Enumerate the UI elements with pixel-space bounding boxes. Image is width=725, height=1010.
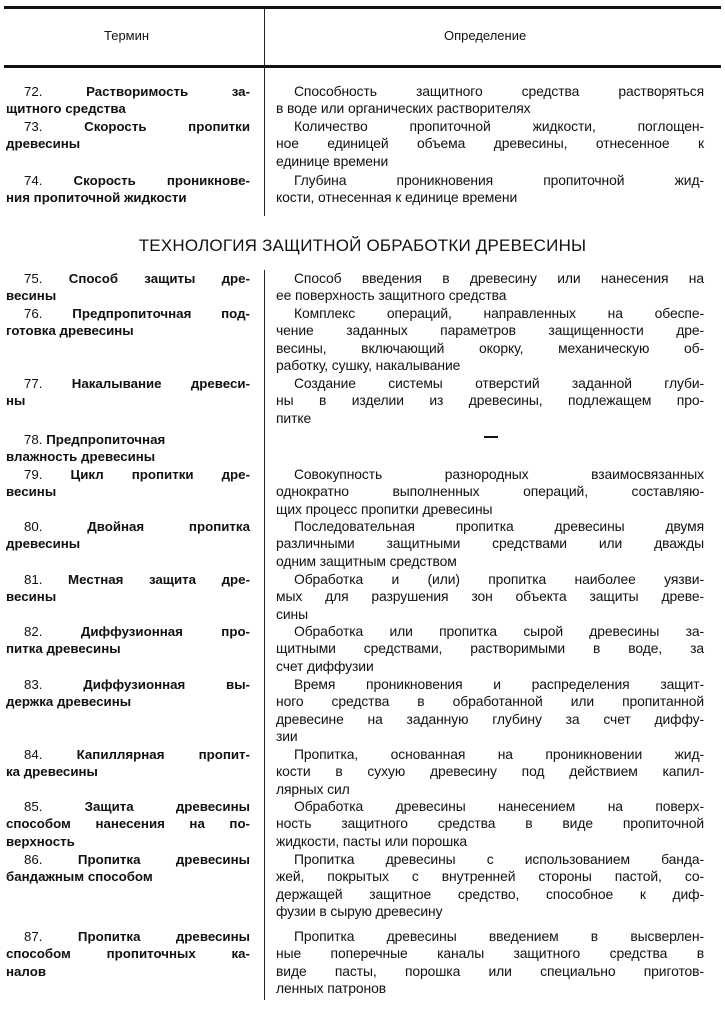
term-number: 84. [24,747,77,762]
term-cell [6,375,250,410]
definition-column-header: Определение [444,28,527,43]
definition-line: кости, отнесенная к единице времени [276,189,518,206]
definition-line: мых для разрушения зон объекта защиты древе- [276,588,704,605]
term-line: весины [6,484,57,500]
term-number: 77. [24,376,72,391]
definition-line: чение заданных параметров защищенности дре- [276,322,704,339]
term-number: 74. [24,173,74,188]
term-cell [6,83,250,118]
term-cell [6,623,250,658]
term-number: 83. [24,677,84,692]
term-cell [6,518,250,553]
definition-cell [276,746,704,798]
definition-line: фузии в сырую древесину [276,903,443,920]
term-cell [6,798,250,850]
definition-line: ее поверхность защитного средства [276,287,507,304]
definition-line: питке [276,409,312,426]
term-number: 82. [24,624,81,639]
definition-line: однократно выполненных операций, составляю- [276,483,704,500]
term-cell [6,305,250,340]
term-line: влажность древесины [6,449,156,465]
definition-line: Комплекс операций, направленных на обеспе- [294,305,704,321]
term-line: ны [6,393,26,409]
definition-line: работку, сушку, накалывание [276,357,461,374]
term-number: 72. [24,84,87,99]
definition-line: ны в изделии из древесины, подлежащем про- [276,392,704,409]
definition-line: Совокупность разнородных взаимосвязанных [294,466,704,482]
definition-line: различными защитными средствами или дважды [276,535,704,552]
definition-cell [276,270,704,305]
term-number: 87. [24,929,78,944]
term-line: 83. Диффузионная вы- [24,677,250,692]
term-line: готовка древесины [6,323,134,339]
definition-line: жей, покрытых с внутренней стороны пастой, со- [276,868,704,885]
term-number: 81. [24,572,69,587]
definition-line: Пропитка, основанная на проникновении жид- [294,746,704,762]
column-divider [264,270,265,1000]
term-line: 87. Пропитка древесины [24,929,250,944]
definition-line: щитными средствами, растворимыми в воде, за [276,640,704,657]
header-column-divider [264,9,265,65]
definition-line: Способность защитного средства растворяться [294,83,704,99]
definition-line: весины, включающий окорку, механическую об- [276,339,704,356]
term-line: 72. Растворимость за- [24,84,250,99]
term-line: 74. Скорость проникнове- [24,173,250,188]
definition-line: Последовательная пропитка древесины двумя [294,518,704,534]
definition-line: единице времени [276,152,389,169]
definition-cell [276,466,704,518]
term-line: бандажным способом [6,869,153,885]
definition-line: ное единицей объема древесины, отнесенное к [276,135,704,152]
term-number: 85. [24,799,85,814]
definition-line: держащей защитное средство, способное к диф- [276,885,704,902]
column-divider [264,68,265,216]
term-line: древесины [6,536,81,552]
definition-line: Способ введения в древесину или нанесения на [294,270,704,286]
term-number: 79. [24,467,71,482]
definition-line: ленных патронов [276,980,386,997]
definition-line: в воде или органических растворителях [276,100,531,117]
term-line: налов [6,963,46,979]
term-line: 86. Пропитка древесины [24,852,250,867]
definition-line: сины [276,605,308,622]
term-cell [6,172,250,207]
term-line: 80. Двойная пропитка [24,519,250,534]
empty-definition-dash [484,436,498,438]
term-number: 75. [24,271,69,286]
term-cell [6,118,250,153]
table-header-rule [4,65,721,68]
definition-line: ность защитного средства в виде пропиточной [276,815,704,832]
definition-line: счет диффузии [276,657,374,674]
definition-line: Пропитка древесины введением в высверлен- [294,928,704,944]
definition-line: ные поперечные каналы защитного средства в [276,945,704,962]
definition-line: кости в сухую древесину под действием капил- [276,763,704,780]
definition-line: Количество пропиточной жидкости, поглощен- [294,118,704,134]
term-column-header: Термин [104,28,150,43]
term-cell [6,466,250,501]
definition-line: ного средства в обработанной или пропитанной [276,693,704,710]
definition-cell [276,172,704,207]
term-cell [6,431,250,466]
term-cell [6,270,250,305]
term-line: щитного средства [6,101,126,117]
table-top-rule [4,6,721,9]
definition-line: древесине на заданную глубину за счет диффу- [276,710,704,727]
definition-line: Обработка древесины нанесением на поверх- [294,798,704,814]
term-line: 78. Предпропиточная [24,432,166,447]
term-line: 81. Местная защита дре- [24,572,251,587]
definition-empty [480,409,494,426]
term-number: 86. [24,852,78,867]
term-line: держка древесины [6,694,132,710]
definition-line: Обработка или пропитка сырой древесины за- [294,623,704,639]
section-title: ТЕХНОЛОГИЯ ЗАЩИТНОЙ ОБРАБОТКИ ДРЕВЕСИНЫ [138,236,587,255]
definition-line: жидкости, пасты или порошка [276,832,468,849]
definition-line: виде пасты, порошка или специально приготов- [276,962,704,979]
term-number: 76. [24,306,73,321]
definition-line: Создание системы отверстий заданной глуби- [294,375,704,391]
term-cell [6,746,250,781]
term-line: древесины [6,136,81,152]
definition-cell [276,676,704,746]
term-line: 76. Предпропиточная под- [24,306,250,321]
term-line: ка древесины [6,764,98,780]
definition-line: щих процесс пропитки древесины [276,500,493,517]
definition-line: лярных сил [276,780,350,797]
definition-cell [276,571,704,623]
definition-cell [276,851,704,921]
definition-line: Пропитка древесины с использованием банда- [294,851,704,867]
term-cell [6,851,250,886]
definition-line: одним защитным средством [276,552,457,569]
term-number: 80. [24,519,88,534]
term-line: 79. Цикл пропитки дре- [24,467,251,482]
definition-cell [276,623,704,675]
term-line: 77. Накалывание древеси- [24,376,250,391]
definition-line: зии [276,728,298,745]
definition-cell [276,928,704,998]
definition-cell [276,83,704,118]
term-line: 73. Скорость пропитки [24,119,250,134]
definition-cell [276,118,704,170]
term-cell [6,571,250,606]
term-number: 78. [24,432,47,447]
definition-cell [276,518,704,570]
term-line: 85. Защита древесины [24,799,250,814]
term-line: ния пропиточной жидкости [6,190,187,206]
term-line: весины [6,589,57,605]
definition-line: Глубина проникновения пропиточной жид- [294,172,704,188]
term-line: способом пропиточных ка- [6,946,250,962]
definition-line: Время проникновения и распределения защит- [294,676,704,692]
term-cell [6,928,250,980]
term-line: верхность [6,833,75,849]
definition-line: Обработка и (или) пропитка наиболее уязви- [294,571,704,587]
term-line: весины [6,288,57,304]
term-line: питка древесины [6,641,121,657]
term-line: 84. Капиллярная пропит- [24,747,250,762]
definition-cell [276,798,704,850]
term-line: 82. Диффузионная про- [24,624,250,639]
definition-cell [276,305,704,375]
term-cell [6,676,250,711]
term-line: способом нанесения на по- [6,816,250,832]
term-number: 73. [24,119,85,134]
term-line: 75. Способ защиты дре- [24,271,250,286]
